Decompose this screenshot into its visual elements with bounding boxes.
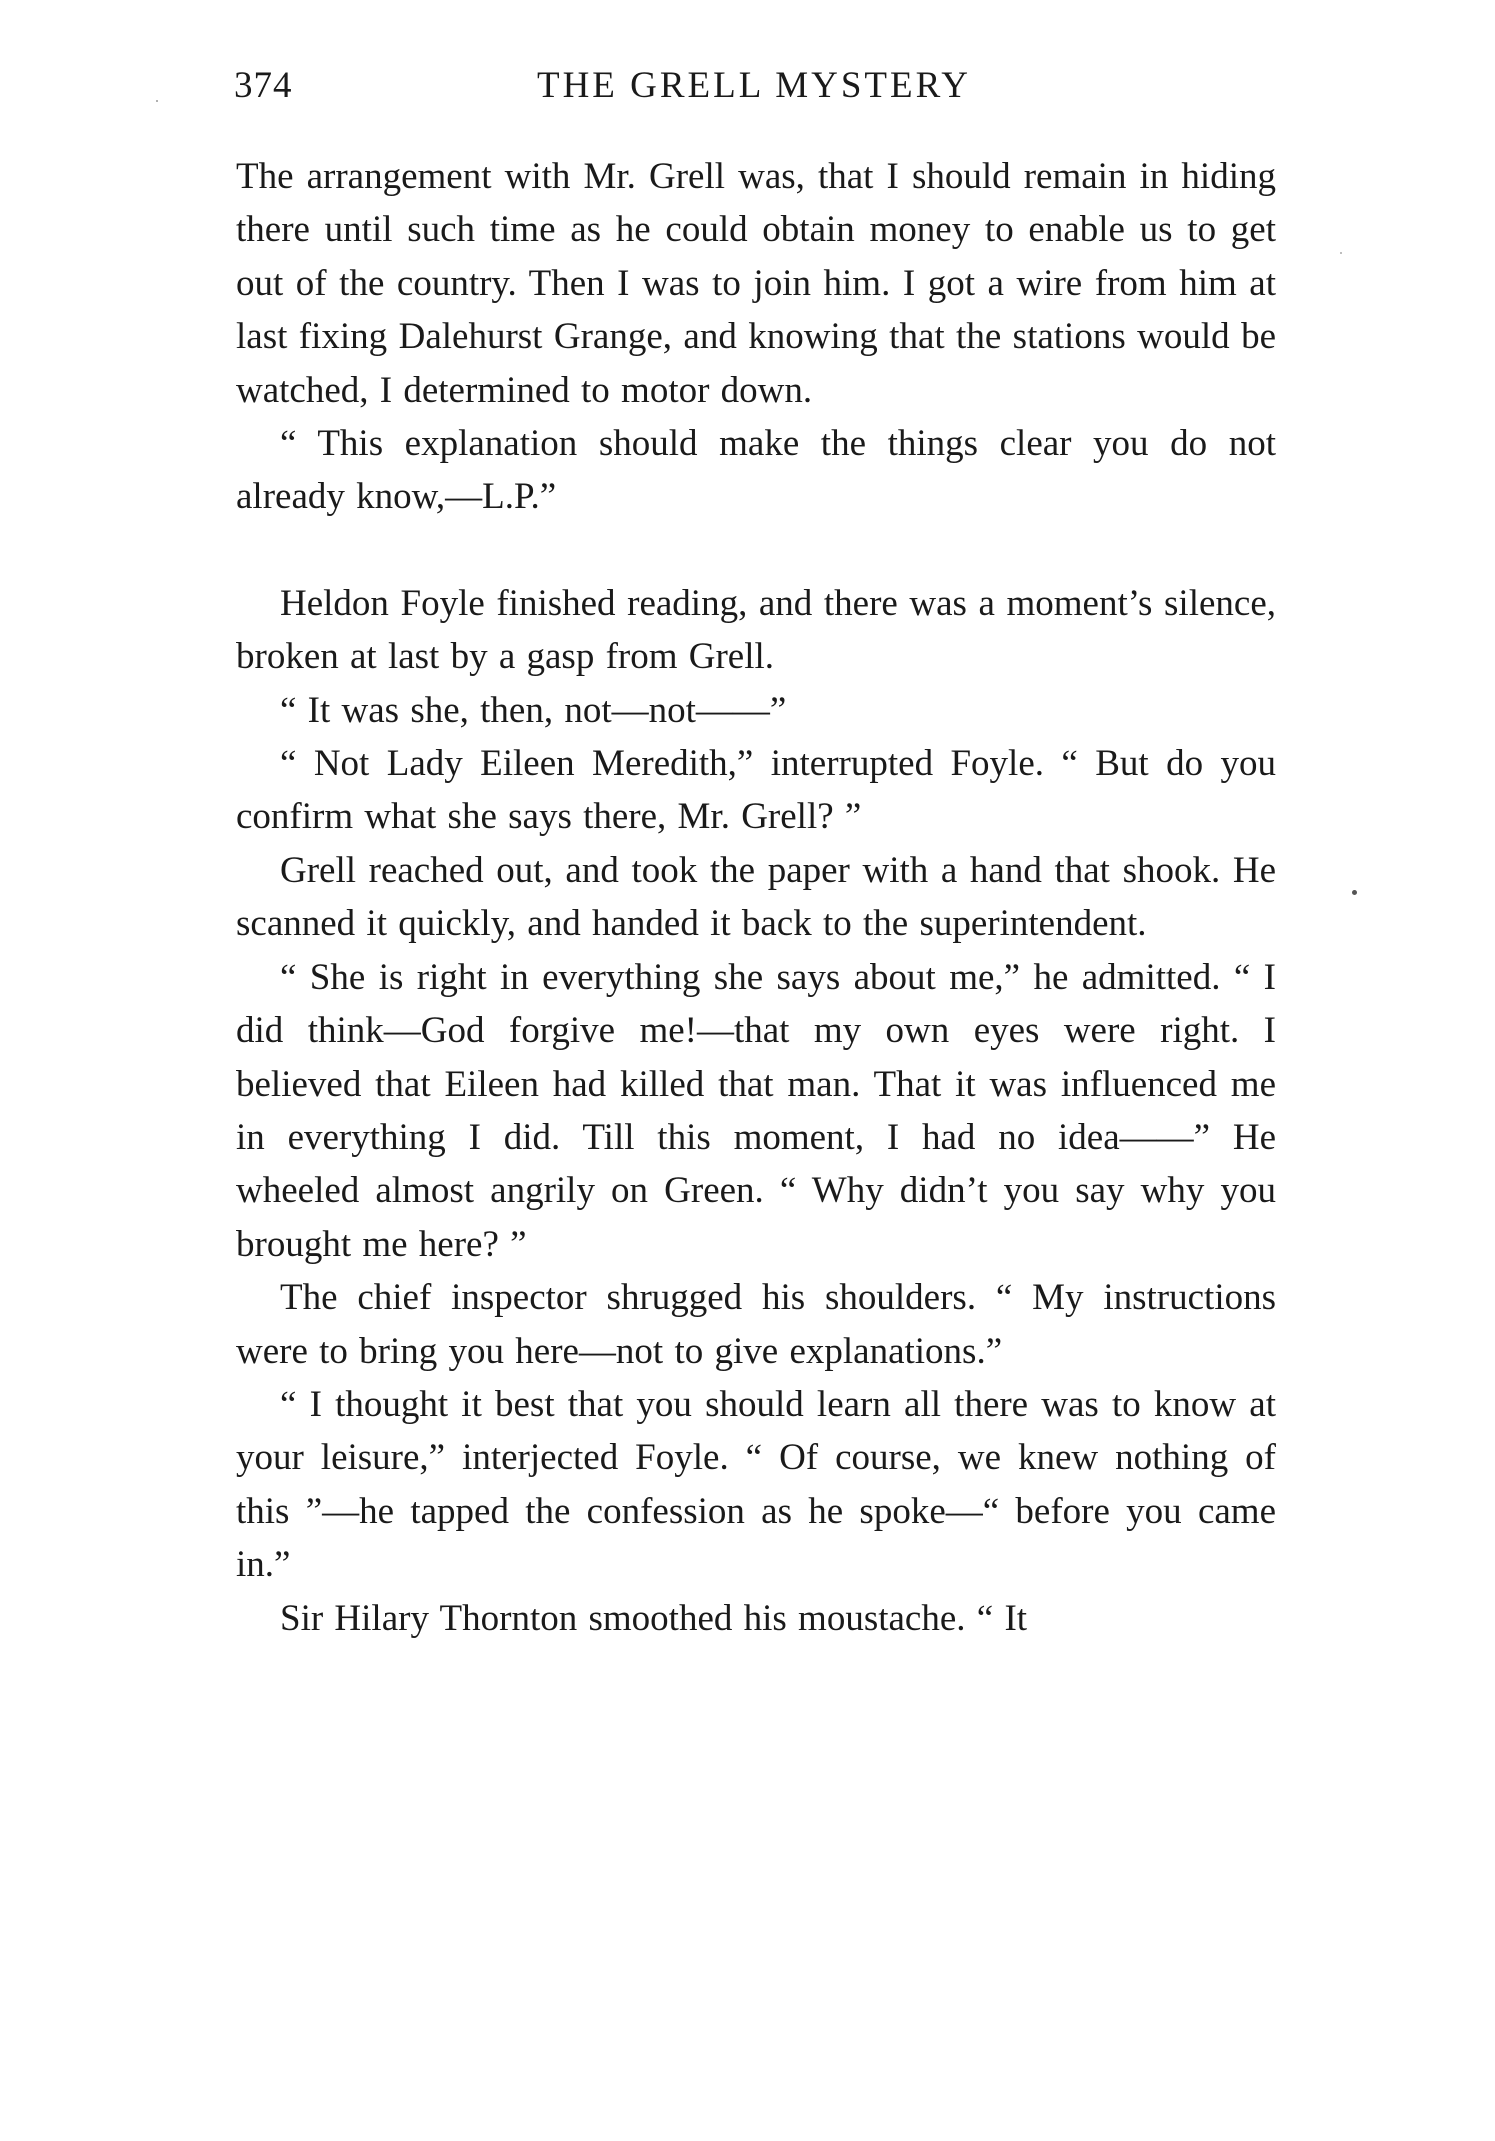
paragraph-1: The arrangement with Mr. Grell was, that I should remain in hiding there until such time as he could obtain money to enable us to get out of the country. Then I was to join him. I got a wire from him at last fixing Dalehurst Grange, and knowing that the stations would be watched, I determined to motor down. <box>236 156 1276 411</box>
paragraph-8: The chief inspector shrugged his shoulders. “ My instructions were to bring you here—not to give explanations.” <box>236 1277 1276 1372</box>
scan-speck <box>1352 890 1357 895</box>
paragraph-9: “ I thought it best that you should learn all there was to know at your leisure,” interjected Foyle. “ Of course, we knew nothing of this ”—he tapped the confession as he spoke—“ before you came in.” <box>236 1383 1276 1586</box>
running-title: THE GRELL MYSTERY <box>536 65 971 106</box>
paragraph-3: Heldon Foyle finished reading, and there was a moment’s silence, broken at last by a gasp from Grell. <box>236 582 1276 678</box>
scan-speck <box>1340 252 1342 254</box>
paragraph-4: “ It was she, then, not—not——” <box>280 689 787 731</box>
body-text <box>236 150 1276 1645</box>
page-header <box>234 64 1274 124</box>
paragraph-6: Grell reached out, and took the paper with a hand that shook. He scanned it quickly, and handed it back to the superintendent. <box>236 849 1276 945</box>
paragraph-10: Sir Hilary Thornton smoothed his moustache. “ It <box>280 1597 1028 1639</box>
paragraph-5: “ Not Lady Eileen Meredith,” interrupted Foyle. “ But do you confirm what she says there, Mr. Grell? ” <box>236 743 1276 838</box>
scan-speck <box>156 100 158 102</box>
paragraph-2: “ This explanation should make the things clear you do not already know,—L.P.” <box>236 423 1276 518</box>
paragraph-7: “ She is right in everything she says about me,” he admitted. “ I did think—God forgive me!—that my own eyes were right. I believed that Eileen had killed that man. That it was influenced me in everything I did. Till this moment, I had no idea——” He wheeled almost angrily on Green. “ Why didn’t you say why you brought me here? ” <box>236 956 1276 1265</box>
page-number: 374 <box>234 65 293 106</box>
